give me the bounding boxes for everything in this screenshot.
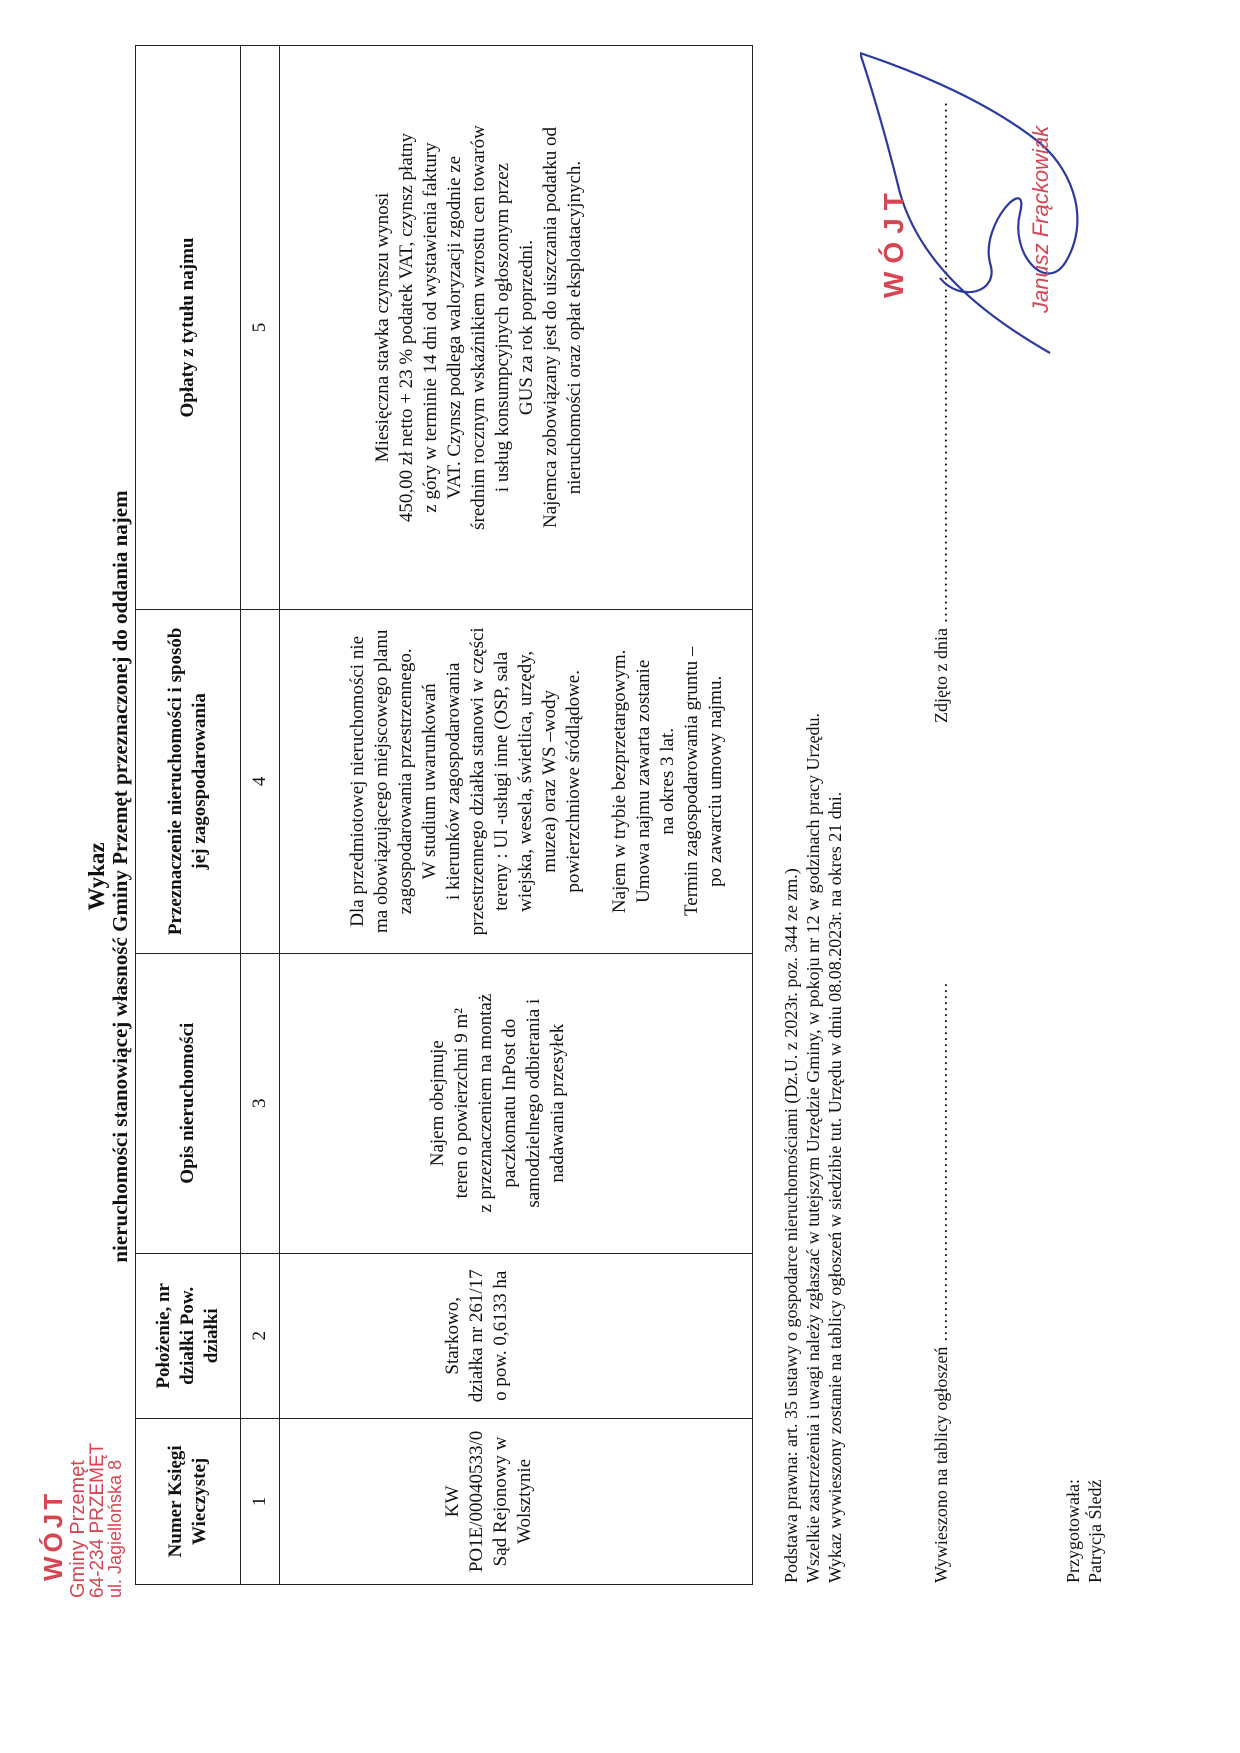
column-number-1: 1: [241, 1418, 280, 1584]
cell-description: [280, 953, 753, 1253]
signature-name: Janusz Frąckowiak: [1028, 125, 1053, 313]
rent-text: Miesięczna stawka czynszu wynosi 450,00 zł netto + 23 % podatek VAT, czynsz płatny z góry w terminie 14 dni od wystawienia faktury VAT. Czynsz podlega waloryzacji zgodnie ze średnim rocznym wskaźnikiem wzrostu cen towarów i usług konsumpcyjnych ogłoszonym przez GUS za rok poprzedni.: [372, 125, 537, 530]
posted-on-board: Wywieszono na tablicy ogłoszeń ……………………………………………………: [931, 982, 951, 1583]
table-header-row: [136, 46, 241, 1585]
stamp-line-2: Gminy Przemęt: [67, 1460, 89, 1598]
document-subtitle: nieruchomości stanowiącej własność Gminy Przemęt przeznaczonej do oddania najem: [108, 490, 132, 1263]
column-number-2: 2: [241, 1253, 280, 1418]
posting-note: Wykaz wywieszony zostanie na tablicy ogłoszeń w siedzibie tut. Urzędu w dniu 08.08.2023r. na okres 21 dni.: [825, 791, 845, 1583]
cell-purpose: [280, 610, 753, 954]
column-number-4: 4: [241, 610, 280, 954]
header-purpose: Przeznaczenie nieruchomości i sposób jej zagospodarowania: [136, 610, 241, 954]
tenant-obligations-text: Najemca zobowiązany jest do uiszczania podatku od nieruchomości oraz opłat eksploatacyjnych.: [540, 127, 585, 529]
purpose-text: Dla przedmiotowej nieruchomości nie ma obowiązującego miejscowego planu zagospodarowania przestrzennego. W studium uwarunkowań i kierunków zagospodarowania przestrzennego działka stanowi w części tereny : Ul -usługi inne (OSP, sala wiejska, wesela, świetlica, urzędy, muzea) oraz WS –wody powierzchniowe śródlądowe.: [347, 627, 584, 936]
removed-on: Zdjęto z dnia ……………………………………………………………………………: [931, 101, 951, 723]
header-description: Opis nieruchomości: [136, 953, 241, 1253]
property-table: [135, 45, 753, 1585]
header-location: Położenie, nr działki Pow. działki: [136, 1253, 241, 1418]
location-text: Starkowo, działka nr 261/17 o pow. 0,6133 ha: [442, 1269, 511, 1403]
header-fees: Opłaty z tytułu najmu: [136, 46, 241, 610]
cell-location: [280, 1253, 753, 1418]
prepared-by-label: Przygotowała:: [1063, 1479, 1083, 1583]
table-row: [280, 46, 753, 1585]
cell-land-register: [280, 1418, 753, 1584]
stamp-line-4: ul. Jagiellońska 8: [105, 1459, 125, 1598]
signature-stamp-title: WÓJT: [878, 185, 909, 298]
stamp-title: WÓJT: [38, 1489, 68, 1581]
column-number-3: 3: [241, 953, 280, 1253]
document-title: Wykaz: [84, 842, 109, 911]
legal-basis: Podstawa prawna: art. 35 ustawy o gospodarce nieruchomościami (Dz.U. z 2023r. poz. 344 ze zm.): [781, 868, 801, 1583]
header-land-register: Numer Księgi Wieczystej: [136, 1418, 241, 1584]
lease-terms-text: Najem w trybie bezprzetargowym. Umowa najmu zawarta zostanie na okres 3 lat. Termin zagospodarowania gruntu – po zawarciu umowy najmu.: [609, 646, 726, 916]
land-register-text: KW PO1E/00040533/0 Sąd Rejonowy w Wolsztynie: [442, 1430, 535, 1573]
table-number-row: [241, 46, 280, 1585]
description-text: Najem obejmuje teren o powierzchni 9 m² z przeznaczeniem na montaż paczkomatu InPost do samodzielnego odbierania i nadawania przesyłek: [427, 993, 568, 1213]
cell-fees: [280, 46, 753, 610]
stamp-line-3: 64-234 PRZEMĘT: [87, 1442, 108, 1598]
column-number-5: 5: [241, 46, 280, 610]
remarks-note: Wszelkie zastrzeżenia i uwagi należy zgłaszać w tutejszym Urzędzie Gminy, w pokoju nr 12 w godzinach pracy Urzędu.: [803, 713, 823, 1583]
prepared-by-name: Patrycja Śledź: [1085, 1479, 1105, 1583]
